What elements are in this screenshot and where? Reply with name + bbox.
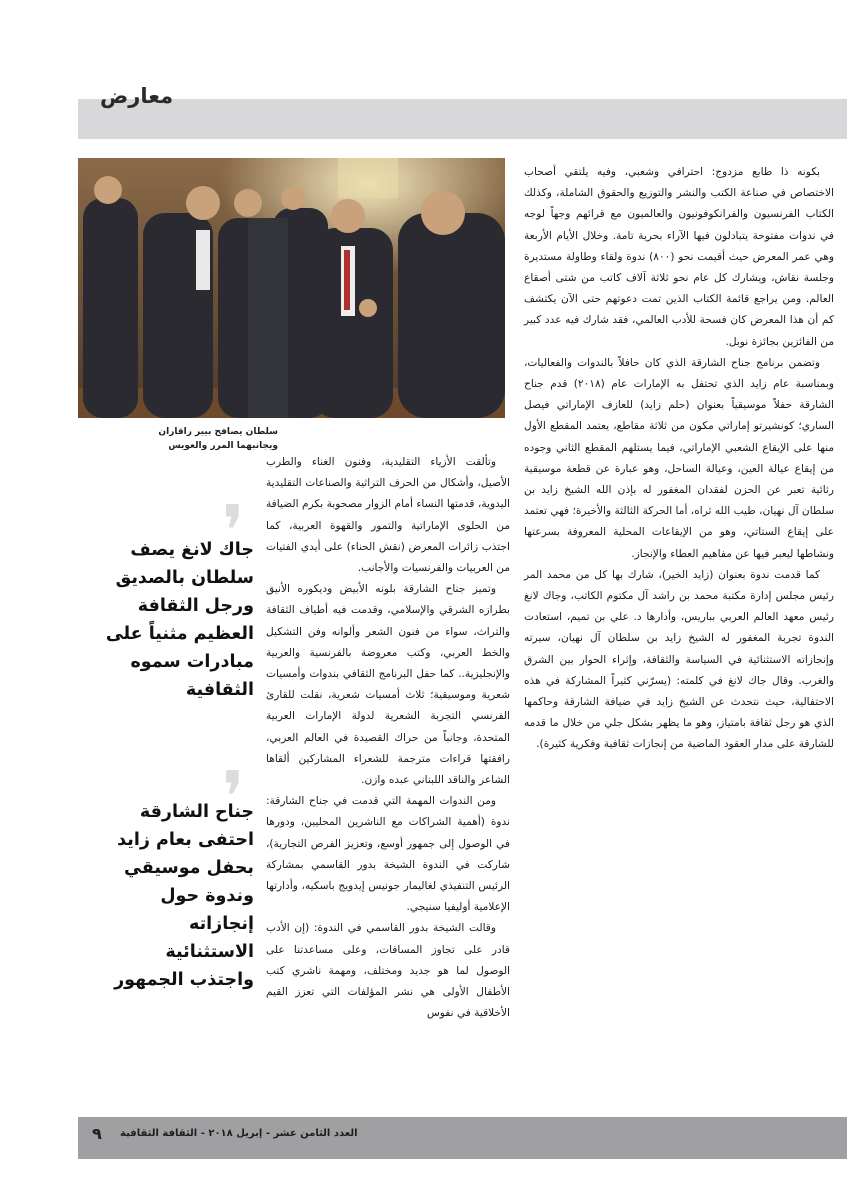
page-number: ٩ [92,1124,102,1143]
article-paragraph: وتميز جناح الشارقة بلونه الأبيض وديكوره الأنيق بطرازه الشرقي والإسلامي، وقدمت فيه أطياف الثقافة والتراث، سواء من فنون الشعر وألوانه وفن التشكيل والخط العربي، وكتب معروضة بالفرنسية والعربية والإنجليزية.. كما حفل البرنامج الثقافي بندوات وأمسيات شعرية وموسيقية؛ ثلاث أمسيات شعرية، نقلت للقارئ الفرنسي التجربة الشعرية لدولة الإمارات العربية المتحدة، وجانباً من حراك القصيدة في العالم العربي، رافقتها قراءات مترجمة للشعراء المشاركين ألقاها الشاعر والناقد اللبناني عبده وازن. [266,583,510,787]
article-right-column [524,162,834,756]
section-title: معارض [100,84,174,108]
article-paragraph: وقالت الشيخة بدور القاسمي في الندوة: (إن الأدب قادر على تجاوز المسافات، وعلى مساعدتنا على الوصول لما هو جديد ومختلف، ومهمة ناشري كتب الأطفال الأولى هي نشر المؤلفات التي تعزز القيم الأخلاقية في نفوس [266,922,510,1020]
caption-line-1: سلطان يصافح بيير راقاران [158,427,278,437]
article-middle-column [266,452,510,1024]
article-paragraph: وتألقت الأزياء التقليدية، وفنون الغناء والطرب الأصيل، وأشكال من الحرف التراثية والصناعات التقليدية اليدوية، قدمتها النساء أمام الزوار مصحوبة بكرم الضيافة من الحلوى الإماراتية والتمور والقهوة العربية، كما اجتذب زائرات المعرض (نقش الحناء) على أيدي الفتيات من العربيات والفرنسيات والأجانب. [266,456,510,575]
photo-illustration [78,158,505,418]
pull-quote-1: جاك لانغ يصف سلطان بالصديق ورجل الثقافة العظيم مثنياً على مبادرات سموه الثقافية [105,540,254,700]
caption-line-2: ويجانبهما المرر والعويس [168,441,278,451]
pull-quote-2: جناح الشارقة احتفى بعام زايد بحفل موسيقي وندوة حول إنجازاته الاستثنائية واجتذب الجمهور [114,802,254,990]
photo-caption [78,425,278,453]
quote-mark-icon: ❜ [222,490,245,572]
section-header-band [78,99,847,139]
quote-mark-icon: ❜ [222,756,245,838]
article-paragraph: وتضمن برنامج جناح الشارقة الذي كان حافلاً بالندوات والفعاليات، وبمناسبة عام زايد الذي تحتفل به الإمارات عام (٢٠١٨) قدم جناح الشارقة حفلاً موسيقياً بعنوان (حلم زايد) للعازف الإماراتي فيصل الساري؛ كونشيرتو إماراتي مكون من ثلاثة مقاطع، يعتمد المقطع الأول منها على الإيقاع الشعبي الإماراتي، فيما يستلهم المقطع الثاني وجوده من إيقاع عيالة العين، وعيالة الساحل، وهو عبارة عن قطعة موسيقية رثائية تعبر عن الحزن لفقدان المغفور له بإذن الله الشيخ زايد بن سلطان آل نهيان، طيب الله ثراه، أما الحركة الثالثة والأخيرة؛ فهي تعتمد على إيقاع الستاتي، وهو من الإيقاعات المحلية المعروفة بسرعتها ونشاطها ليعبر فيها عن مفاهيم العطاء والإنجاز. [524,356,834,560]
article-paragraph: كما قدمت ندوة بعنوان (زايد الخير)، شارك بها كل من محمد المر رئيس مجلس إدارة مكتبة محمد بن راشد آل مكتوم الكاتب، وجاك لانغ رئيس معهد العالم العربي بباريس، وأدارها د. علي بن تميم، استعادت الندوة تجربة المغفور له الشيخ زايد بن سلطان آل نهيان، سيرته وإنجازاته الاستثنائية في السياسة والثقافة، وإثراء الحوار بين الشرق والغرب. وقال جاك لانغ في كلمته: (يسرّني كثيراً المشاركة في هذه الاحتفالية، حيث نتحدث عن الشيخ زايد في ضيافة الشارقة وحاكمها الذي هو رجل ثقافة بامتياز، وهو ما يظهر بشكل جلي من خلال ما قدمه للشارقة على مدار العقود الماضية من إنجازات ثقافية وفكرية كثيرة). [524,568,834,751]
footer-issue-text: العدد الثامن عشر - إبريل ٢٠١٨ - الثقافة الثقافية [120,1128,358,1139]
article-paragraph: بكونه ذا طابع مزدوج: احترافي وشعبي، وفيه يلتقي أصحاب الاختصاص في صناعة الكتب والنشر والتوزيع والحقوق الشاملة، وكذلك الكتاب الفرنسيون والفرانكوفونيون والعالميون مع قرائهم وجهاً لوجه في ندوات مفتوحة يتبادلون فيها الآراء بحرية تامة. وخلال الأيام الأربعة وهي عمر المعرض حيث أقيمت نحو (٨٠٠) ندوة ولقاء وطاولة مستديرة وجلسة نقاش، ويشارك كل عام نحو ثلاثة آلاف كاتب من شتى أصقاع العالم. ومن يراجع قائمة الكتاب الذين تمت دعوتهم حتى الآن يكتشف كم أن هذا المعرض كان فسحة للأدب العالمي، فقد شارك فيه عدد كبير من الفائزين بجائزة نوبل. [524,166,835,348]
article-paragraph: ومن الندوات المهمة التي قدمت في جناح الشارقة: ندوة (أهمية الشراكات مع الناشرين المحليين، ودورها في الوصول إلى جمهور أوسع، وتعزيز الفرص التجارية)، شاركت في الندوة الشيخة بدور القاسمي بمشاركة الرئيس التنفيذي لغاليمار جونيس إيدويج باسكيه، وأدارتها الإعلامية أوليفيا سنيجي. [266,795,510,914]
event-photo [78,158,505,418]
